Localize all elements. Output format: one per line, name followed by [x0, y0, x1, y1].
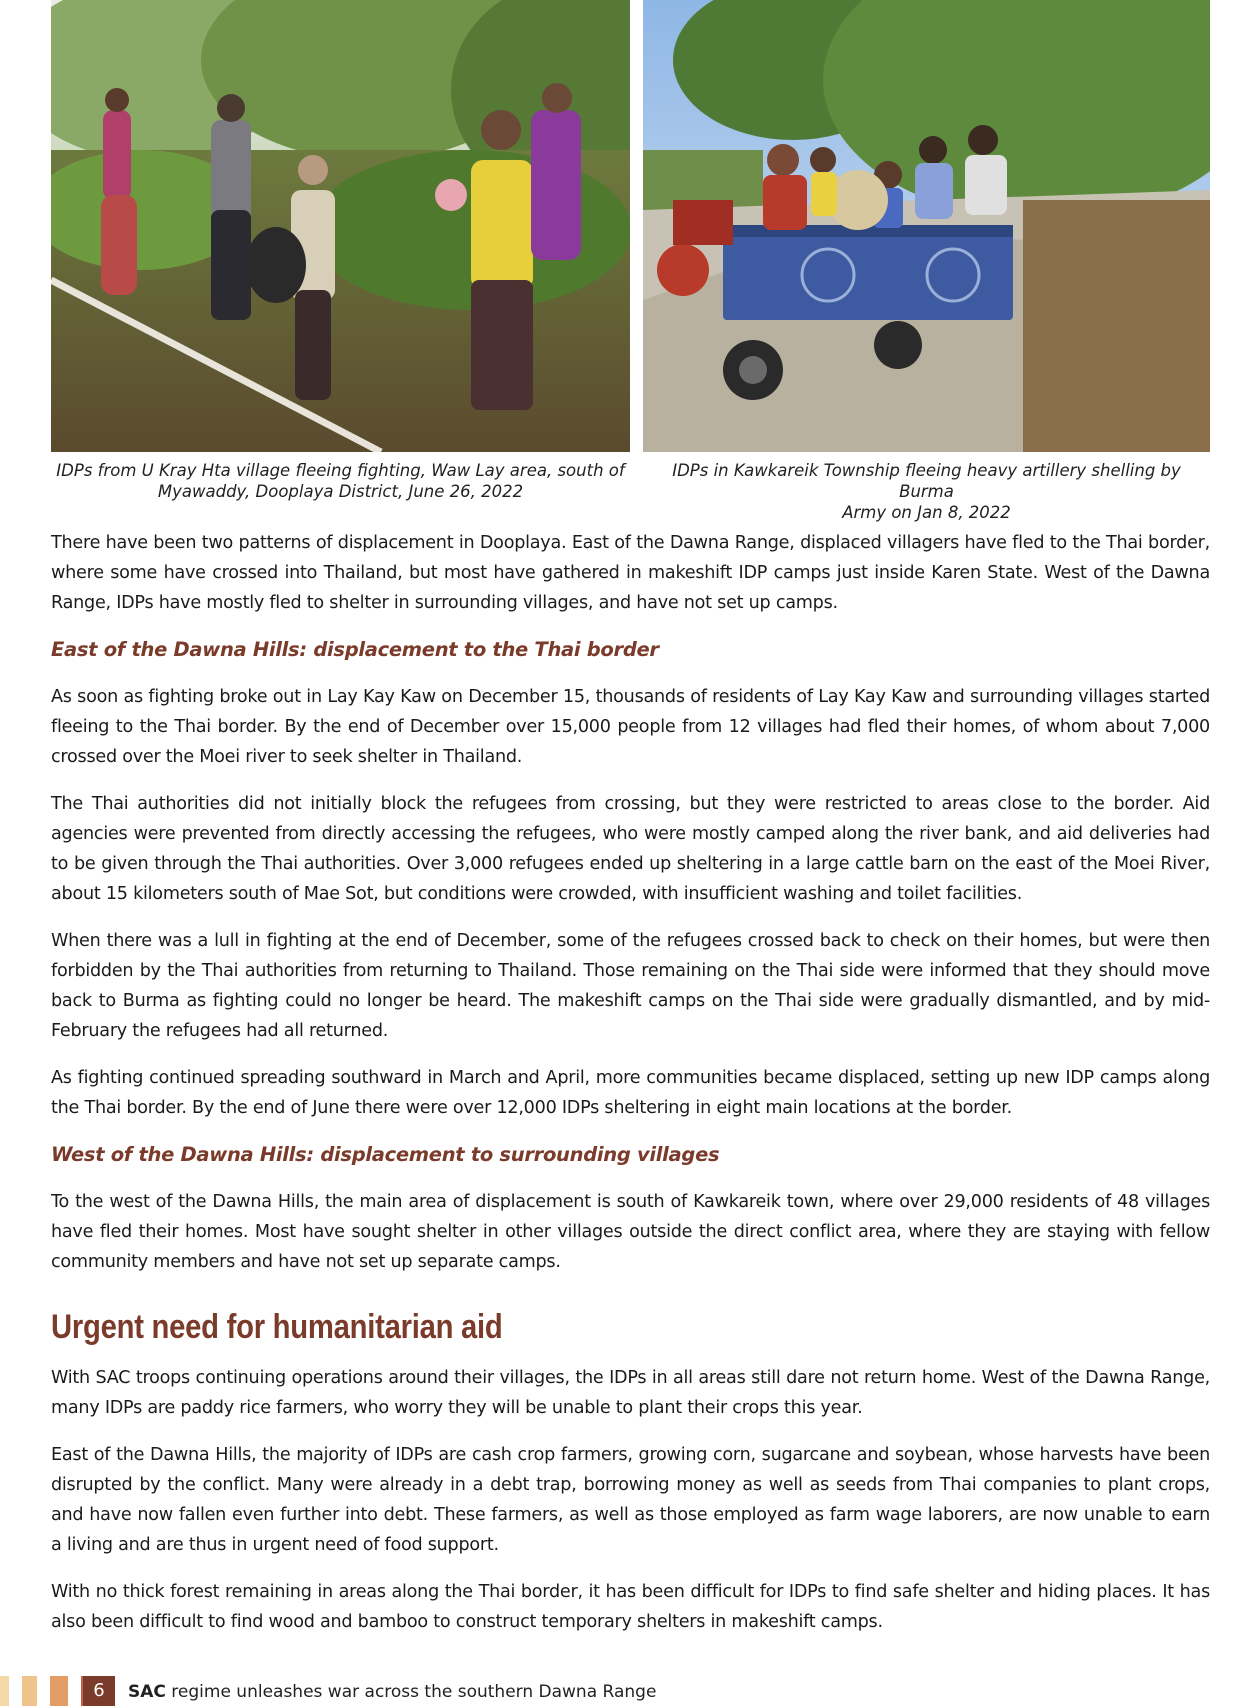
paragraph: As soon as fighting broke out in Lay Kay Kaw on December 15, thousands of residents of Lay Kay Kaw and surrounding villages started fleeing to the Thai border. By the end of December over 15,000 people from 12 villages had fled their homes, of whom about 7,000 crossed over the Moei river to seek shelter in Thailand. [51, 687, 1210, 767]
paragraph: With SAC troops continuing operations around their villages, the IDPs in all areas still dare not return home. West of the Dawna Range, many IDPs are paddy rice farmers, who worry they will be unable to plant their crops this year. [51, 1368, 1210, 1418]
photo-caption-left [51, 460, 630, 502]
footer-title [128, 1680, 656, 1704]
caption-line: IDPs from U Kray Hta village fleeing fighting, Waw Lay area, south of [56, 461, 625, 480]
paragraph: To the west of the Dawna Hills, the main area of displacement is south of Kawkareik town, where over 29,000 residents of 48 villages have fled their homes. Most have sought shelter in other villages outside the direct conflict area, where they are staying with fellow community members and have not set up separate camps. [51, 1192, 1210, 1272]
page-footer [0, 1676, 1240, 1708]
paragraph: With no thick forest remaining in areas along the Thai border, it has been difficult for IDPs to find safe shelter and hiding places. It has also been difficult to find wood and bamboo to construct temporary shelters in makeshift camps. [51, 1582, 1210, 1632]
section-heading: Urgent need for humanitarian aid [51, 1308, 503, 1346]
paragraph: The Thai authorities did not initially block the refugees from crossing, but they were restricted to areas close to the border. Aid agencies were prevented from directly accessing the refugees, who were mostly camped along the river bank, and aid deliveries had to be given through the Thai authorities. Over 3,000 refugees ended up sheltering in a large cattle barn on the east of the Moei River, about 15 kilometers south of Mae Sot, but conditions were crowded, with insufficient washing and toilet facilities. [51, 794, 1210, 904]
photo-idps-tractor-trailer [643, 0, 1210, 452]
paragraph: East of the Dawna Hills, the majority of IDPs are cash crop farmers, growing corn, sugarcane and soybean, whose harvests have been disrupted by the conflict. Many were already in a debt trap, borrowing money as well as seeds from Thai companies to plant crops, and have now fallen even further into debt. These farmers, as well as those employed as farm wage laborers, are now unable to earn a living and are thus in urgent need of food support. [51, 1445, 1210, 1555]
paragraph: When there was a lull in fighting at the end of December, some of the refugees crossed back to check on their homes, but were then forbidden by the Thai authorities from returning to Thailand. Those remaining on the Thai side were informed that they should move back to Burma as fighting could no longer be heard. The makeshift camps on the Thai side were gradually dismantled, and by mid-February the refugees had all returned. [51, 931, 1210, 1041]
subheading-east: East of the Dawna Hills: displacement to the Thai border [51, 638, 659, 661]
footer-title-rest: regime unleashes war across the southern Dawna Range [165, 1682, 657, 1702]
photo-idps-fleeing-forest [51, 0, 630, 452]
caption-line: IDPs in Kawkareik Township fleeing heavy artillery shelling by Burma [672, 461, 1181, 501]
decorative-bar [0, 1676, 9, 1706]
caption-line: Army on Jan 8, 2022 [842, 503, 1011, 522]
paragraph: As fighting continued spreading southward in March and April, more communities became displaced, setting up new IDP camps along the Thai border. By the end of June there were over 12,000 IDPs sheltering in eight main locations at the border. [51, 1068, 1210, 1118]
decorative-bar [22, 1676, 37, 1706]
article-body [51, 528, 1210, 1654]
paragraph-intro: There have been two patterns of displacement in Dooplaya. East of the Dawna Range, displaced villagers have fled to the Thai border, where some have crossed into Thailand, but most have gathered in makeshift IDP camps just inside Karen State. West of the Dawna Range, IDPs have mostly fled to shelter in surrounding villages, and have not set up camps. [51, 533, 1210, 613]
page-number: 6 [83, 1676, 115, 1706]
photo-caption-right [643, 460, 1210, 523]
footer-title-bold: SAC [128, 1682, 166, 1702]
subheading-west: West of the Dawna Hills: displacement to surrounding villages [51, 1143, 720, 1166]
decorative-bar [50, 1676, 68, 1706]
caption-line: Myawaddy, Dooplaya District, June 26, 2022 [157, 482, 524, 501]
